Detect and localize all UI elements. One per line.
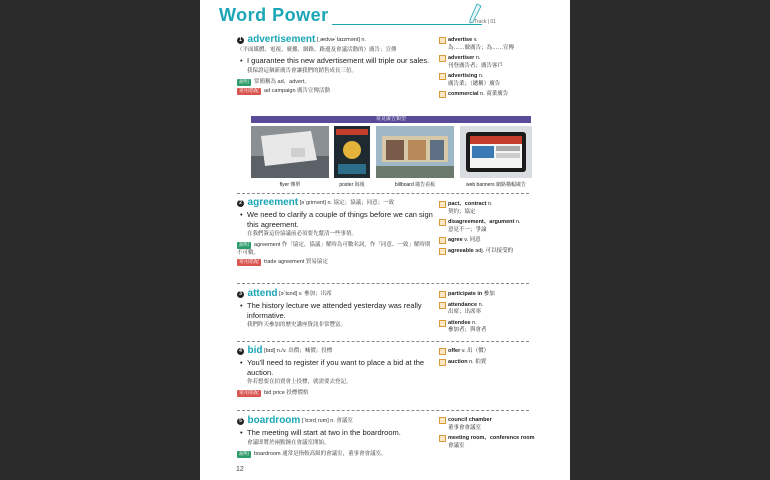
caption-billboard: billboard 廣告看板 <box>394 182 436 188</box>
related-word: agreeable adj. 可以接受的 <box>439 248 549 256</box>
example-sentence: • We need to clarify a couple of things before we can sign this agreement. <box>240 210 433 229</box>
pronunciation: [əˋtɛnd] v. 參加；出席 <box>279 291 332 297</box>
image-strip-banner: 常見廣告類型 <box>251 116 531 123</box>
entry-number: 5 <box>237 418 244 425</box>
track-label: Track | 01 <box>474 19 496 25</box>
note: 說明 agreement 作「協定、協議」解時為可數名詞，作「同意、一致」解時則不可數。 <box>237 242 431 257</box>
pronunciation: [əˋgrimənt] n. 協定；協議；同意；一致 <box>299 200 395 206</box>
related-word: attendee n. 參加者；與會者 <box>439 320 549 335</box>
page-number: 12 <box>236 466 244 473</box>
note-tag: 說明 <box>239 450 250 457</box>
example-translation: 我保證這個新廣告會讓我們的銷售成長三倍。 <box>247 67 358 74</box>
divider <box>237 283 529 284</box>
example-sentence: • I guarantee this new advertisement will triple our sales. <box>240 56 430 66</box>
entry-agreement <box>237 199 435 266</box>
headword: attend <box>247 288 278 299</box>
collocation: 常用搭配 ad campaign 廣告宣傳活動 <box>239 87 331 94</box>
flyer-photo <box>251 126 329 178</box>
poster-photo <box>334 126 370 178</box>
related-words-4 <box>439 348 549 369</box>
related-words-5 <box>439 417 549 453</box>
book-page <box>200 0 570 480</box>
related-words-2 <box>439 201 549 258</box>
collocation: 常用搭配 trade agreement 貿易協定 <box>239 259 328 266</box>
entry-number: 2 <box>237 200 244 207</box>
billboard-photo <box>376 126 454 178</box>
related-words-3 <box>439 291 549 338</box>
example-sentence: • The history lecture we attended yesterday was really informative. <box>240 301 422 320</box>
example-translation: 我們昨天參加的歷史講座資訊非常豐富。 <box>247 322 347 329</box>
example-sentence: • The meeting will start at two in the boardroom. <box>240 428 401 438</box>
related-word: pact、contract n. 契約；協定 <box>439 201 549 216</box>
related-words-1 <box>439 37 549 102</box>
collocation-tag: 常用搭配 <box>239 259 260 266</box>
note: 說明 常簡稱為 ad、advert。 <box>239 78 310 85</box>
related-word: offer v. 出（價） <box>439 348 549 356</box>
entry-number: 4 <box>237 348 244 355</box>
pronunciation: [bɪd] n./v. 出價；喊價；投標 <box>264 348 333 354</box>
divider <box>237 341 529 342</box>
caption-flyer: flyer 傳單 <box>279 182 301 188</box>
pronunciation: [ˌædvɚˋtaɪzmənt] n. <box>316 37 366 43</box>
divider <box>237 193 529 194</box>
note-tag: 說明 <box>239 78 250 85</box>
web-banners-photo <box>460 126 532 178</box>
example-translation: 在我們簽這份協議前必須要先釐清一些事情。 <box>247 231 358 238</box>
related-word: commercial n. 商業廣告 <box>439 91 549 99</box>
related-word: auction n. 拍賣 <box>439 359 549 367</box>
entry-bid <box>237 347 435 397</box>
example-translation: 你若想要在拍賣會上投標，就需要去登記。 <box>247 379 352 386</box>
headword: bid <box>247 345 263 356</box>
note: 說明 boardroom 通常是指較高級的會議室，董事會會議室。 <box>239 450 387 457</box>
related-word: meeting room、conference room 會議室 <box>439 435 549 450</box>
entry-advertisement <box>237 36 435 95</box>
collocation: 常用搭配 bid price 投標價格 <box>239 390 309 397</box>
title-bar <box>200 0 570 32</box>
title-underline <box>332 24 482 25</box>
related-word: advertise v. 為……做廣告；為……宣傳 <box>439 37 549 52</box>
related-word: council chamber 董事會會議室 <box>439 417 549 432</box>
collocation-tag: 常用搭配 <box>239 87 260 94</box>
headword: advertisement <box>247 34 316 45</box>
headword: boardroom <box>247 415 301 426</box>
divider <box>237 410 529 411</box>
entry-number: 3 <box>237 291 244 298</box>
headword: agreement <box>247 197 299 208</box>
related-word: participate in 參加 <box>439 291 549 299</box>
entry-number: 1 <box>237 37 244 44</box>
related-word: advertising n. 廣告業；（總稱）廣告 <box>439 73 549 88</box>
entry-attend <box>237 290 435 329</box>
collocation-tag: 常用搭配 <box>239 390 260 397</box>
pronunciation: [ˋbɔrd͵rum] n. 會議室 <box>301 418 353 424</box>
entry-boardroom <box>237 417 435 458</box>
page-title: Word Power <box>219 5 329 25</box>
related-word: advertiser n. 刊登廣告者；廣告客戶 <box>439 55 549 70</box>
related-word: disagreement、argument n. 意見不一；爭論 <box>439 219 549 234</box>
example-translation: 會議即將於兩點鐘在會議室開始。 <box>247 439 330 446</box>
related-word: attendance n. 出席；出席率 <box>439 302 549 317</box>
example-sentence: • You'll need to register if you want to place a bid at the auction. <box>240 358 425 377</box>
note-tag: 說明 <box>239 242 250 249</box>
caption-poster: poster 海報 <box>339 182 365 188</box>
caption-web-banners: web banners 網路橫幅廣告 <box>465 182 527 188</box>
definition: （平面媒體、電視、廣播、網路、路邊及會議活動的）廣告；宣傳 <box>237 47 397 54</box>
related-word: agree v. 同意 <box>439 237 549 245</box>
